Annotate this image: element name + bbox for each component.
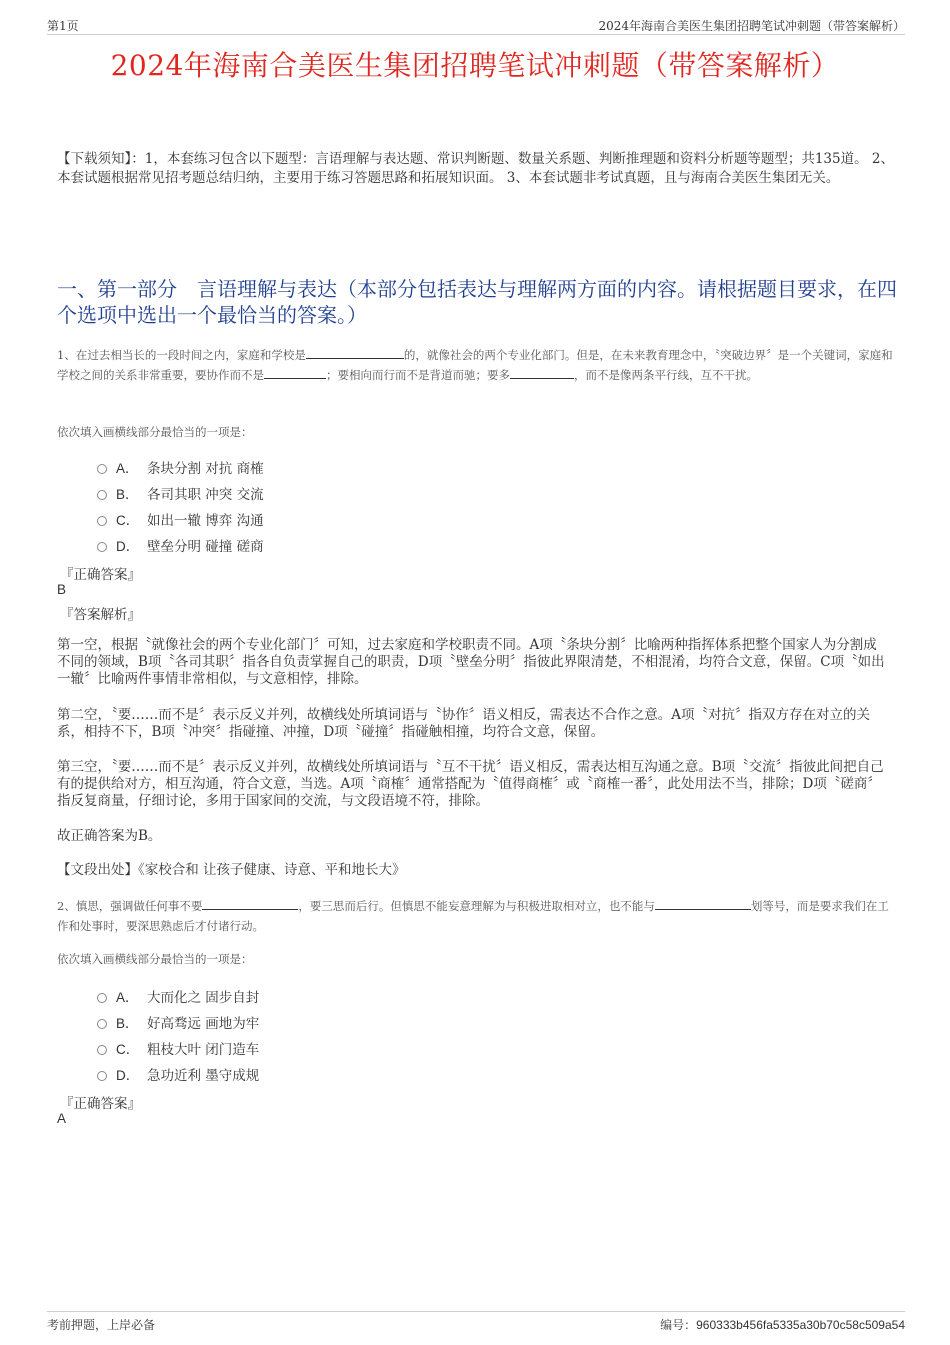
- analysis-paragraph: 第三空，〝要……而不是〞表示反义并列，故横线处所填词语与〝互不干扰〞语义相反，需表达相互沟通之意。B项〝交流〞指彼此间把自己有的提供给对方，相互沟通，符合文意，当选。A项〝商榷〞通常搭配为〝值得商榷〞或〝商榷一番〞，此处用法不当，排除；D项〝磋商〞指反复商量，仔细讨论，多用于国家间的交流，与文段语境不符，排除。: [57, 759, 884, 809]
- footer-code: 编号：960333b456fa5335a30b70c58c509a54: [660, 1318, 905, 1332]
- radio-icon[interactable]: [97, 542, 107, 552]
- question-1-prompt: 依次填入画横线部分最恰当的一项是：: [57, 425, 253, 439]
- answer-label: 『正确答案』: [60, 1096, 141, 1112]
- option-b[interactable]: B． 好高骛远 画地为牢: [97, 1012, 259, 1032]
- option-d[interactable]: D． 壁垒分明 碰撞 磋商: [97, 535, 264, 555]
- question-2-prompt: 依次填入画横线部分最恰当的一项是：: [57, 952, 253, 966]
- option-b[interactable]: B． 各司其职 冲突 交流: [97, 483, 264, 503]
- radio-icon[interactable]: [97, 993, 107, 1003]
- answer-value: A: [57, 1111, 67, 1126]
- page-header: [47, 14, 905, 35]
- fill-blank: [510, 365, 574, 379]
- fill-blank: [306, 345, 404, 359]
- option-c[interactable]: C． 如出一辙 博弈 沟通: [97, 509, 264, 529]
- fill-blank: [264, 365, 326, 379]
- question-1-stem: 1、在过去相当长的一段时间之内，家庭和学校是 的，就像社会的两个专业化部门。但是，在未来教育理念中，〝突破边界〞是一个关键词，家庭和学校之间的关系非常重要，要协作而不是 ；要相向而行而不是背道而驰；要多 ，而不是像两条平行线，互不干扰。: [57, 345, 897, 385]
- option-a[interactable]: A． 条块分割 对抗 商榷: [97, 457, 264, 477]
- fill-blank: [202, 896, 298, 910]
- section-heading: 一、第一部分 言语理解与表达（本部分包括表达与理解两方面的内容。请根据题目要求，在四个选项中选出一个最恰当的答案。）: [57, 277, 897, 327]
- radio-icon[interactable]: [97, 464, 107, 474]
- analysis-conclusion: 故正确答案为B。: [57, 828, 162, 844]
- radio-icon[interactable]: [97, 1045, 107, 1055]
- analysis-paragraph: 第二空，〝要……而不是〞表示反义并列，故横线处所填词语与〝协作〞语义相反，需表达不合作之意。A项〝对抗〞指双方存在对立的关系，相持不下，B项〝冲突〞指碰撞、冲撞，D项〝碰撞〞指碰触相撞，均符合文意，保留。: [57, 707, 870, 740]
- question-2-stem: 2、慎思，强调做任何事不要 ，要三思而后行。但慎思不能妄意理解为与积极进取相对立，也不能与 划等号，而是要求我们在工作和处事时，要深思熟虑后才付诸行动。: [57, 896, 897, 936]
- header-doc-title: 2024年海南合美医生集团招聘笔试冲刺题（带答案解析）: [598, 19, 905, 33]
- option-d[interactable]: D． 急功近利 墨守成规: [97, 1064, 259, 1084]
- answer-label: 『正确答案』: [60, 567, 141, 583]
- page-footer: [47, 1311, 905, 1334]
- radio-icon[interactable]: [97, 1071, 107, 1081]
- document-title: 2024年海南合美医生集团招聘笔试冲刺题（带答案解析）: [110, 49, 840, 82]
- option-a[interactable]: A． 大而化之 固步自封: [97, 986, 259, 1006]
- radio-icon[interactable]: [97, 516, 107, 526]
- radio-icon[interactable]: [97, 490, 107, 500]
- fill-blank: [655, 896, 751, 910]
- radio-icon[interactable]: [97, 1019, 107, 1029]
- answer-value: B: [57, 582, 67, 597]
- analysis-label: 『答案解析』: [60, 607, 141, 623]
- footer-slogan: 考前押题，上岸必备: [47, 1318, 156, 1332]
- source-citation: 【文段出处】《家校合和 让孩子健康、诗意、平和地长大》: [57, 862, 406, 878]
- page-number: 第1页: [47, 19, 79, 33]
- analysis-paragraph: 第一空，根据〝就像社会的两个专业化部门〞可知，过去家庭和学校职责不同。A项〝条块分割〞比喻两种指挥体系把整个国家人为分割成不同的领域，B项〝各司其职〞指各自负责掌握自己的职责，D项〝壁垒分明〞指彼此界限清楚，不相混淆，均符合文意，保留。C项〝如出一辙〞比喻两件事情非常相似，与文意相悖，排除。: [57, 637, 885, 687]
- download-notice: 【下载须知】：1，本套练习包含以下题型：言语理解与表达题、常识判断题、数量关系题、判断推理题和资料分析题等题型；共135道。 2、本套试题根据常见招考题总结归纳，主要用于练习答题思路和拓展知识面。 3、本套试题非考试真题，且与海南合美医生集团无关。: [57, 151, 894, 186]
- option-c[interactable]: C． 粗枝大叶 闭门造车: [97, 1038, 259, 1058]
